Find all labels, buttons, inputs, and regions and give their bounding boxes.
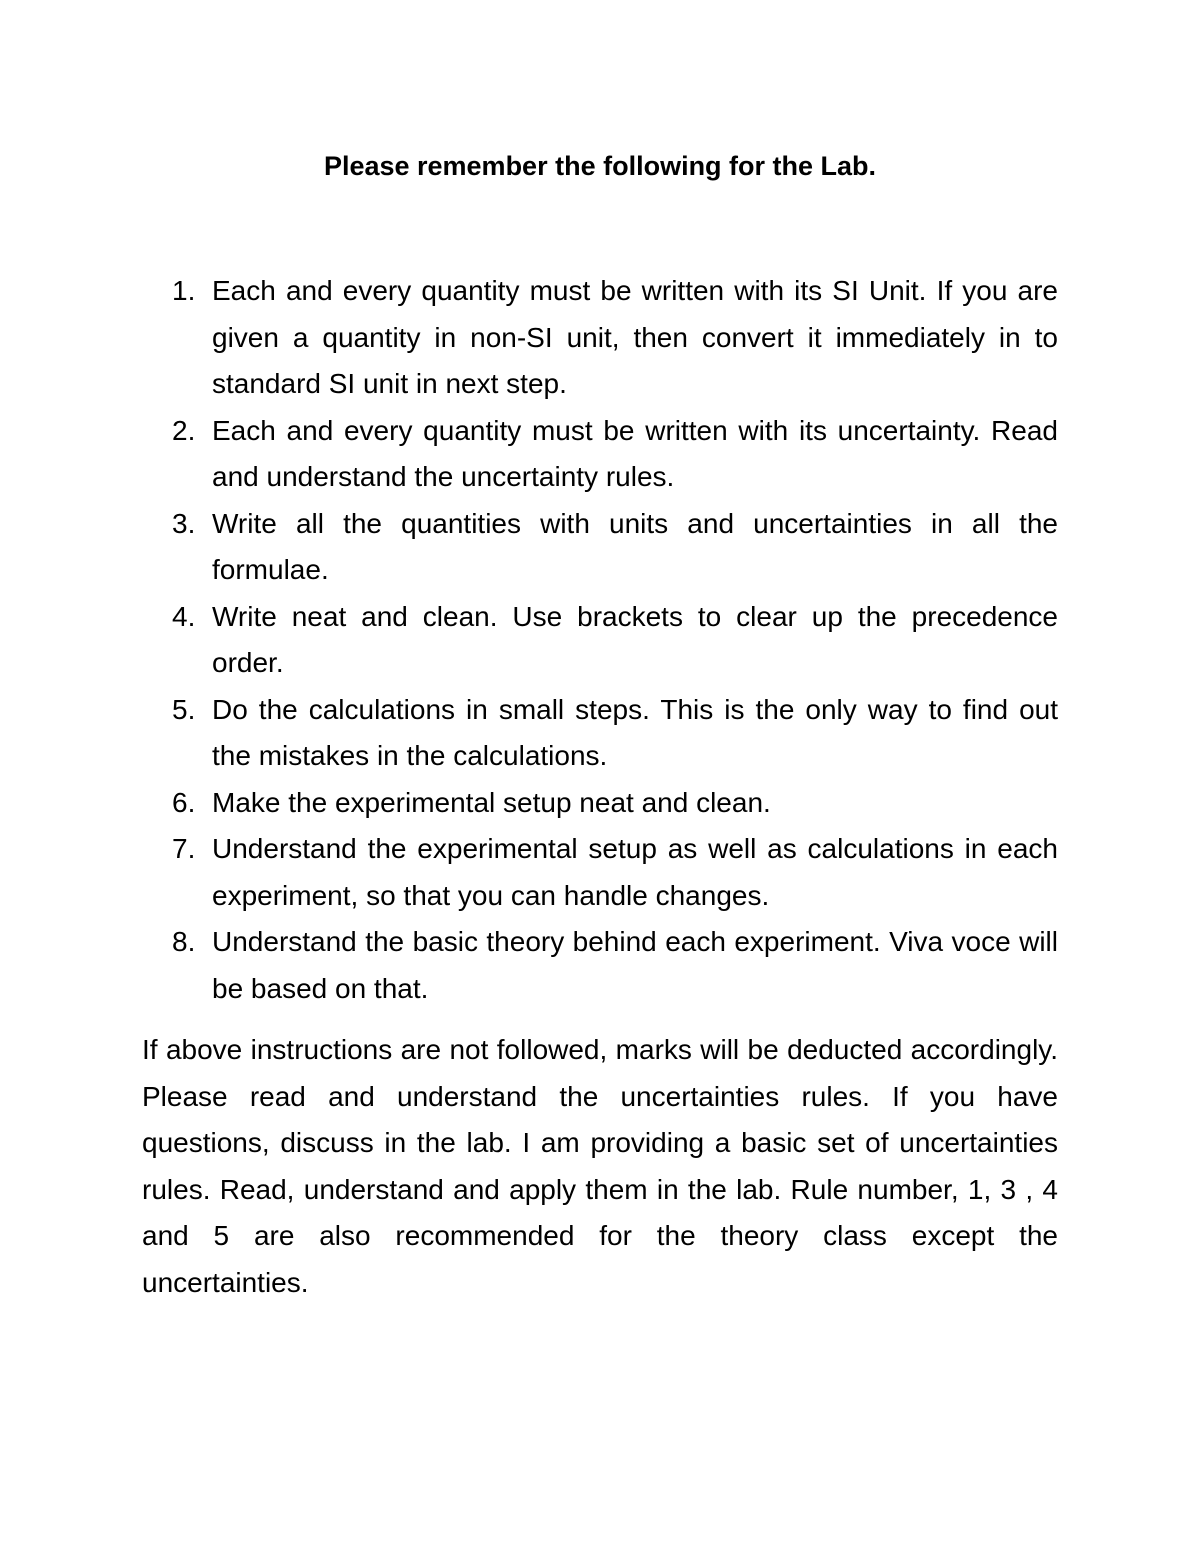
rule-number: 3. xyxy=(172,507,196,539)
closing-paragraph: If above instructions are not followed, marks will be deducted accordingly. Please read and understand the uncertainties rules. If you have questions, discuss in the lab. I am providing a basic set of uncertainties rules. Read, understand and apply them in the lab. Rule number, 1, 3 , 4 and 5 are also recommended for the theory class except the uncertainties. xyxy=(142,1034,1058,1298)
rule-item-7 xyxy=(172,826,1058,919)
rule-number: 2. xyxy=(172,414,196,446)
rule-number: 6. xyxy=(172,786,196,818)
rule-item-1 xyxy=(172,268,1058,408)
rule-item-4 xyxy=(172,594,1058,687)
rule-text: Do the calculations in small steps. This is the only way to find out the mistakes in the calculations. xyxy=(212,693,1058,771)
rule-text: Understand the experimental setup as well as calculations in each experiment, so that you can handle changes. xyxy=(212,833,1058,911)
rule-text: Each and every quantity must be written with its SI Unit. If you are given a quantity in non-SI unit, then convert it immediately in to standard SI unit in next step. xyxy=(212,275,1058,399)
rule-number: 1. xyxy=(172,275,196,306)
rule-number: 5. xyxy=(172,693,196,725)
rule-item-2 xyxy=(172,408,1058,501)
rule-item-6 xyxy=(172,780,1058,827)
rule-text: Write all the quantities with units and uncertainties in all the formulae. xyxy=(212,507,1058,585)
rule-text: Each and every quantity must be written with its uncertainty. Read and understand the uncertainty rules. xyxy=(212,414,1058,492)
rule-number: 7. xyxy=(172,833,196,864)
rule-item-8 xyxy=(172,919,1058,1012)
rule-item-3 xyxy=(172,501,1058,594)
rule-item-5 xyxy=(172,687,1058,780)
rule-number: 8. xyxy=(172,926,196,957)
rule-text: Understand the basic theory behind each experiment. Viva voce will be based on that. xyxy=(212,926,1058,1004)
rule-number: 4. xyxy=(172,600,196,632)
rules-list xyxy=(172,268,1058,1012)
rule-text: Write neat and clean. Use brackets to clear up the precedence order. xyxy=(212,600,1058,678)
rule-text: Make the experimental setup neat and clean. xyxy=(212,786,771,818)
document-title: Please remember the following for the Lab. xyxy=(323,151,877,181)
